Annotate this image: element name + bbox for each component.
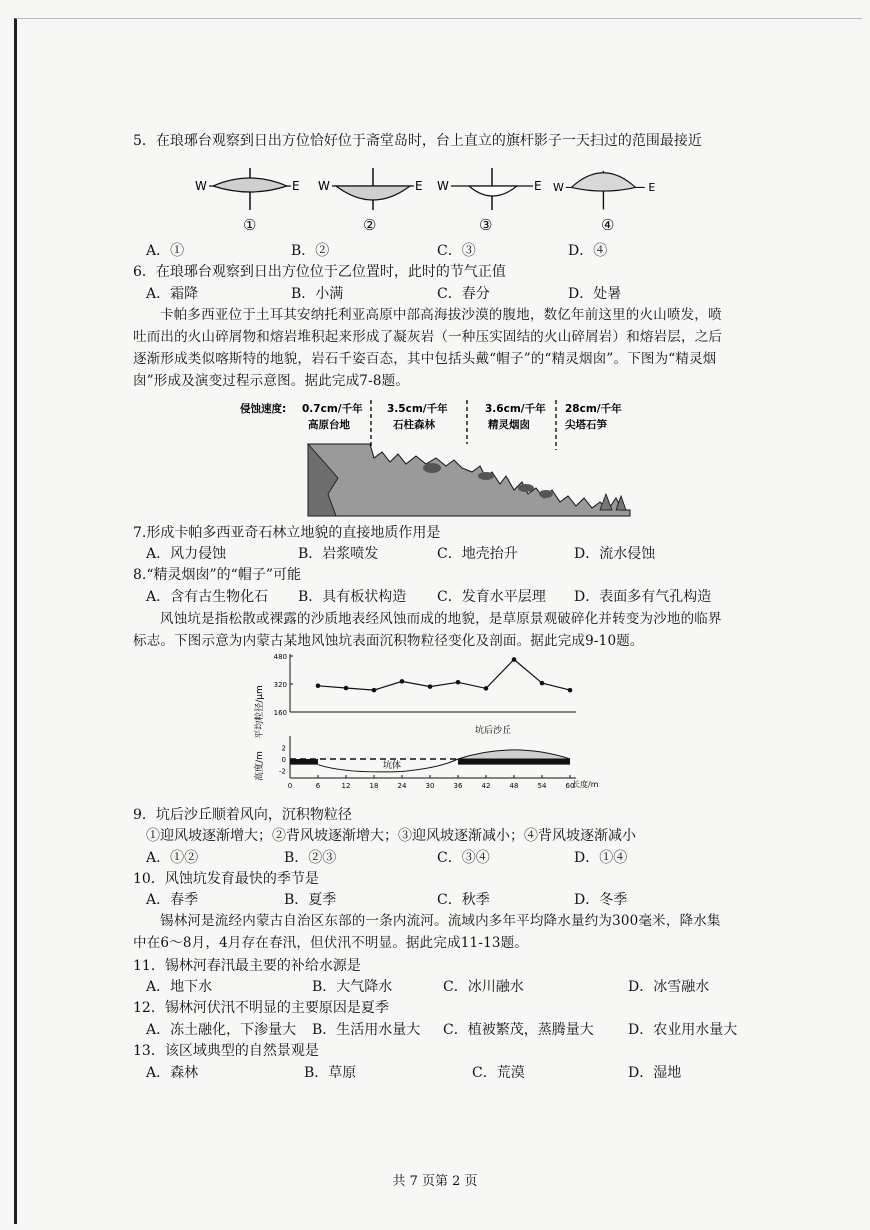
x-tick-label-54: 54 (537, 782, 547, 790)
q11-option-a: A．地下水 (146, 979, 213, 995)
q10-stem: 10．风蚀坑发育最快的季节是 (133, 871, 319, 887)
svg-text:W: W (318, 179, 330, 193)
passage-cappadocia: 卡帕多西亚位于土耳其安纳托利亚高原中部高海拔沙漠的腹地，数亿年前这里的火山喷发，喷吐而出的火山碎屑物和熔岩堆积起来形成了凝灰岩（一种压实固结的火山碎屑岩）和熔岩层，之后逐渐形成类似喀斯特的地貌，岩石千姿百态，其中包括头戴“帽子”的“精灵烟囱”。下图为“精灵烟囱”形成及演变过程示意图。据此完成7-8题。 (133, 307, 723, 389)
q7-option-c: C．地壳抬升 (437, 546, 518, 562)
data-point-24 (400, 679, 405, 684)
stage-2-name: 石柱森林 (393, 419, 435, 431)
q13-option-c: C．荒漠 (472, 1065, 525, 1081)
q12-option-a: A．冻土融化，下渗量大 (146, 1022, 297, 1038)
q10-option-b: B．夏季 (284, 892, 337, 908)
y-tick-label-480: 480 (273, 653, 287, 661)
diagram-label-1: ① (243, 216, 257, 234)
q6-option-a: A．霜降 (146, 286, 199, 302)
grain-size-line (318, 660, 570, 691)
chart-xlabel: 长度/m (572, 780, 599, 789)
x-tick-label-12: 12 (341, 782, 351, 790)
dune-label: 坑后沙丘 (475, 726, 512, 736)
compass-e: E (292, 179, 300, 193)
svg-text:E: E (415, 179, 423, 193)
data-point-60 (568, 688, 573, 693)
diagram-label-2: ② (363, 216, 377, 234)
data-point-30 (428, 684, 433, 689)
profile-tick-label--2: -2 (279, 767, 286, 776)
blowout-chart (250, 650, 620, 800)
compass-w: W (195, 179, 207, 193)
q11-option-b: B．大气降水 (312, 979, 393, 995)
data-point-36 (456, 680, 461, 685)
dune-mound (458, 750, 570, 759)
q12-option-d: D．农业用水量大 (628, 1022, 738, 1038)
q5-option-a: A．① (146, 243, 185, 259)
y-tick-label-320: 320 (273, 681, 287, 689)
pit-label: 坑体 (383, 761, 402, 771)
q7-option-b: B．岩浆喷发 (298, 546, 379, 562)
x-tick-label-24: 24 (397, 782, 407, 790)
x-tick-label-60: 60 (565, 782, 575, 790)
q13-option-a: A．森林 (146, 1065, 199, 1081)
q5-option-c: C．③ (437, 243, 476, 259)
q8-option-a: A．含有古生物化石 (146, 589, 269, 605)
stage-2-rate: 3.5cm/千年 (387, 403, 448, 415)
q9-option-c: C．③④ (437, 850, 490, 866)
q10-option-a: A．春季 (146, 892, 199, 908)
q6-option-d: D．处暑 (568, 286, 622, 302)
svg-text:W: W (437, 179, 449, 193)
q7-option-a: A．风力侵蚀 (146, 546, 227, 562)
stage-1-rate: 0.7cm/千年 (302, 403, 363, 415)
q11-option-d: D．冰雪融水 (628, 979, 710, 995)
svg-text:E: E (648, 181, 656, 195)
q13-option-d: D．湿地 (628, 1065, 682, 1081)
data-point-42 (484, 686, 489, 691)
soil-band-left (290, 759, 318, 765)
passage-blowout: 风蚀坑是指松散或裸露的沙质地表经风蚀而成的地貌，是草原景观破碎化并转变为沙地的临界标志。下图示意为内蒙古某地风蚀坑表面沉积物粒径变化及剖面。据此完成9-10题。 (133, 611, 722, 649)
profile-tick-label-2: 2 (281, 744, 286, 753)
data-point-12 (344, 686, 349, 691)
passage-xilin: 锡林河是流经内蒙古自治区东部的一条内流河。流域内多年平均降水量约为300毫米，降水集中在6～8月，4月存在春汛，但伏汛不明显。据此完成11-13题。 (133, 913, 721, 951)
page-footer: 共 7 页第 2 页 (392, 1174, 478, 1189)
erosion-figure (240, 398, 640, 520)
stage-4-rate: 28cm/千年 (565, 403, 622, 415)
x-tick-label-18: 18 (369, 782, 379, 790)
q11-option-c: C．冰川融水 (443, 979, 524, 995)
q10-option-d: D．冬季 (574, 892, 628, 908)
profile-tick-label-0: 0 (281, 756, 286, 764)
stage-3-rate: 3.6cm/千年 (485, 403, 546, 415)
q8-option-d: D．表面多有气孔构造 (574, 589, 712, 605)
x-tick-label-36: 36 (453, 782, 463, 790)
y-tick-label-160: 160 (273, 709, 287, 717)
q5-stem: 5．在琅琊台观察到日出方位恰好位于斋堂岛时，台上直立的旗杆影子一天扫过的范围最接近 (133, 133, 702, 149)
diagram-label-3: ③ (479, 216, 493, 234)
q13-option-b: B．草原 (304, 1065, 357, 1081)
soil-band-right (458, 759, 570, 765)
q6-option-b: B．小满 (291, 286, 344, 302)
q9-stem: 9．坑后沙丘顺着风向，沉积物粒径 (133, 807, 352, 823)
x-tick-label-30: 30 (425, 782, 435, 790)
chart-ylabel: 平均粒径/μm (255, 685, 265, 739)
svg-text:E: E (534, 179, 542, 193)
x-tick-label-6: 6 (315, 782, 321, 790)
data-point-18 (372, 688, 377, 693)
q6-stem: 6．在琅琊台观察到日出方位位于乙位置时，此时的节气正值 (133, 264, 506, 280)
q7-stem: 7.形成卡帕多西亚奇石林立地貌的直接地质作用是 (133, 525, 441, 541)
q12-stem: 12．锡林河伏汛不明显的主要原因是夏季 (133, 1000, 389, 1016)
q8-option-c: C．发育水平层理 (437, 589, 546, 605)
q7-option-d: D．流水侵蚀 (574, 546, 656, 562)
q9-option-a: A．①② (146, 850, 199, 866)
stage-3-name: 精灵烟囱 (488, 419, 530, 431)
q11-stem: 11．锡林河春汛最主要的补给水源是 (133, 958, 361, 974)
q10-option-c: C．秋季 (437, 892, 490, 908)
q9-option-b: B．②③ (284, 850, 337, 866)
data-point-48 (512, 657, 517, 662)
stage-4-name: 尖塔石笋 (565, 419, 607, 431)
q8-stem: 8.“精灵烟囱”的“帽子”可能 (133, 567, 301, 583)
x-tick-label-48: 48 (509, 782, 519, 790)
q6-option-c: C．春分 (437, 286, 490, 302)
q12-option-b: B．生活用水量大 (312, 1022, 421, 1038)
q8-option-b: B．具有板状构造 (298, 589, 407, 605)
diagram-label-4: ④ (601, 216, 615, 234)
q5-option-b: B．② (291, 243, 330, 259)
stage-1-name: 高原台地 (308, 419, 350, 431)
x-tick-label-42: 42 (481, 782, 491, 790)
data-point-6 (316, 683, 321, 688)
q12-option-c: C．植被繁茂，蒸腾量大 (443, 1022, 594, 1038)
svg-text:W: W (553, 181, 564, 195)
q9-choices: ①迎风坡逐渐增大；②背风坡逐渐增大；③迎风坡逐渐减小；④背风坡逐渐减小 (146, 828, 636, 844)
q5-option-d: D．④ (568, 243, 608, 259)
x-tick-label-0: 0 (287, 782, 293, 790)
erosion-prefix: 侵蚀速度: (240, 403, 287, 415)
profile-ylabel: 高度/m (255, 751, 265, 781)
q9-option-d: D．①④ (574, 850, 628, 866)
q13-stem: 13．该区域典型的自然景观是 (133, 1043, 319, 1059)
data-point-54 (540, 681, 545, 686)
